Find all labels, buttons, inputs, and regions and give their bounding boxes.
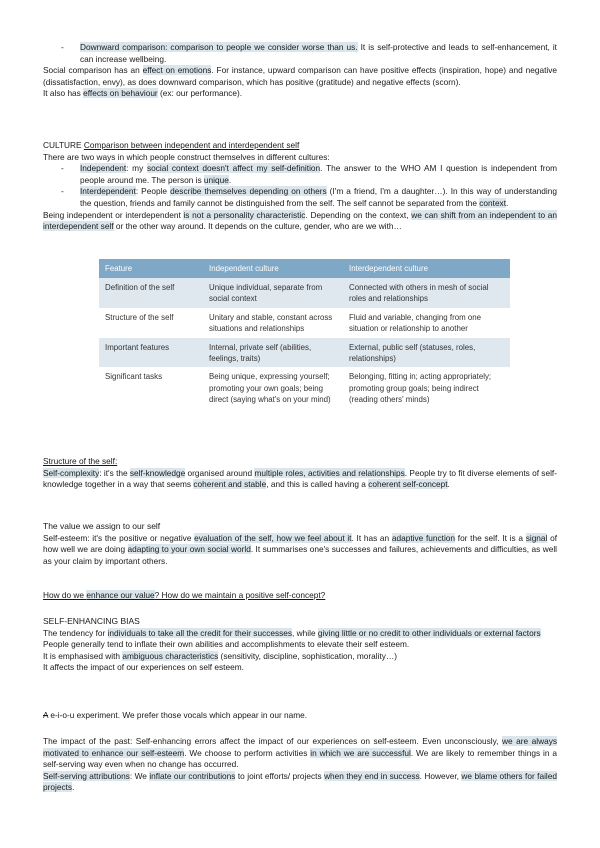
text: : my bbox=[126, 163, 147, 174]
text: , and this is called having a bbox=[266, 479, 369, 490]
highlight: self-knowledge bbox=[129, 467, 186, 478]
inflate-paragraph: People generally tend to inflate their own abilities and accomplishments to elevate their self esteem. bbox=[43, 639, 410, 650]
highlight: describe themselves depending on others bbox=[170, 186, 327, 197]
table-row bbox=[99, 278, 510, 308]
bullet-independent: - Independent: my social context doesn't affect my self-definition. The answer to the WHO AM I question is independent from people around me. The person is unique. bbox=[61, 163, 557, 185]
self-esteem-paragraph bbox=[43, 533, 557, 568]
text: . bbox=[228, 174, 232, 185]
text: , while bbox=[292, 627, 318, 638]
highlight: social context doesn't affect my self-definition bbox=[146, 163, 321, 174]
table-cell: Unique individual, separate from social context bbox=[203, 278, 343, 308]
highlight: inflate our contributions bbox=[149, 770, 236, 781]
bias-heading: SELF-ENHANCING BIAS bbox=[43, 616, 140, 626]
ambiguous-paragraph bbox=[43, 651, 557, 663]
highlight: coherent and stable bbox=[193, 479, 267, 490]
text: . People try to fit diverse elements of self-knowledge together in a way that seems bbox=[43, 467, 557, 490]
highlight: we blame others for failed projects bbox=[43, 770, 557, 793]
text: . We choose to perform activities bbox=[184, 747, 311, 758]
table-cell: External, public self (statuses, roles, relationships) bbox=[343, 338, 510, 368]
text: It is emphasised with bbox=[43, 650, 123, 661]
structure-heading: Structure of the self: bbox=[43, 456, 118, 466]
culture-section bbox=[43, 140, 557, 233]
bias-section bbox=[43, 616, 557, 674]
table-row bbox=[99, 338, 510, 368]
text: or the other way around. It depends on the culture, gender, who are we with… bbox=[113, 221, 402, 232]
text: . It has an bbox=[351, 532, 392, 543]
bullet-interdependent: - Interdependent: People describe themselves depending on others (I'm a friend, I'm a daughter…). In this way of understanding the question, friends and family cannot be distinguished from the self. The self cannot be separated from the context. bbox=[61, 186, 557, 208]
table-cell: Important features bbox=[99, 338, 203, 368]
social-comparison-paragraph bbox=[43, 65, 557, 88]
highlight: signal bbox=[525, 532, 548, 543]
text: CULTURE bbox=[43, 140, 84, 150]
highlight: we are always motivated to enhance our self-esteem bbox=[43, 736, 557, 758]
structure-section bbox=[43, 456, 557, 491]
table-cell: Structure of the self bbox=[99, 308, 203, 338]
text: . bbox=[506, 197, 509, 208]
table-header: Independent culture bbox=[203, 259, 343, 278]
past-section bbox=[43, 736, 557, 794]
experiment-paragraph bbox=[43, 710, 557, 722]
culture-comparison-table bbox=[99, 259, 510, 409]
text: : People bbox=[135, 186, 171, 197]
highlight: effects on behaviour bbox=[83, 88, 158, 99]
past-paragraph bbox=[43, 736, 557, 771]
highlight: Independent bbox=[80, 163, 127, 174]
highlight: unique bbox=[203, 174, 229, 185]
text: to joint efforts/ projects bbox=[235, 770, 325, 781]
culture-heading bbox=[43, 140, 557, 152]
highlight: adapting to your own social world bbox=[127, 544, 251, 555]
highlight: effect on emotions bbox=[142, 65, 212, 76]
text: . bbox=[447, 479, 450, 490]
table-cell: Fluid and variable, changing from one situation or relationship to another bbox=[343, 308, 510, 338]
highlight: evaluation of the self bbox=[194, 532, 272, 543]
impact-paragraph: It affects the impact of our experiences on self esteem. bbox=[43, 662, 244, 673]
text: It is self-protective and leads to self-enhancement, it can increase wellbeing. bbox=[80, 42, 557, 64]
table-cell: Definition of the self bbox=[99, 278, 203, 308]
text: The impact of the past: Self-enhancing errors affect the impact of our experiences on self-esteem. Even unconsciously, bbox=[43, 736, 502, 746]
text: It also has bbox=[43, 88, 84, 99]
culture-heading-link: Comparison between independent and interdependent self bbox=[83, 140, 300, 150]
intro-section bbox=[43, 42, 557, 100]
highlight: giving little or no credit to other individuals or external factors bbox=[317, 627, 541, 638]
text: e-i-o-u experiment. We prefer those vocals which appear in our name. bbox=[48, 710, 308, 720]
text: for the self. It is a bbox=[455, 532, 526, 543]
text: . For instance, upward comparison can have positive effects (inspiration, hope) and negative (dissatisfaction, envy), as does downward comparison, which has positive (gratitude) and negative effects (scorn). bbox=[43, 65, 557, 87]
text: (sensitivity, discipline, sophistication, morality…) bbox=[218, 650, 397, 661]
table-cell: Unitary and stable, constant across situations and relationships bbox=[203, 308, 343, 338]
table-cell: Being unique, expressing yourself; promoting your own goals; being direct (saying what's on your mind) bbox=[203, 367, 343, 408]
highlight: context bbox=[479, 197, 507, 208]
text: . bbox=[72, 782, 75, 793]
table-cell: Connected with others in mesh of social roles and relationships bbox=[343, 278, 510, 308]
structure-paragraph bbox=[43, 468, 557, 491]
value-section bbox=[43, 521, 557, 567]
highlight: in which we are successful bbox=[310, 747, 411, 758]
text: . We are likely to remember things in a self-serving way even when no change has occurred. bbox=[43, 747, 557, 770]
bullet-downward-comparison: - Downward comparison: comparison to people we consider worse than us. It is self-protective and leads to self-enhancement, it can increase wellbeing. bbox=[61, 42, 557, 64]
highlight: we can shift from an independent to an interdependent self bbox=[43, 209, 558, 232]
shift-paragraph bbox=[43, 210, 557, 233]
highlight: is not a personality characteristic bbox=[183, 209, 306, 220]
text: . The answer to the WHO AM I question is independent from people around me. The person is bbox=[80, 163, 557, 185]
table-cell: Significant tasks bbox=[99, 367, 203, 408]
text: : We bbox=[129, 770, 150, 781]
text: Being independent or interdependent bbox=[43, 209, 184, 220]
highlight: Self-serving attributions bbox=[43, 770, 130, 781]
highlight: Downward comparison: comparison to people we consider worse than us. bbox=[80, 42, 358, 52]
text: . However, bbox=[419, 770, 462, 781]
highlight: , how we feel about it bbox=[271, 532, 352, 543]
highlight: ambiguous characteristics bbox=[122, 650, 219, 661]
highlight: Interdependent bbox=[80, 186, 136, 197]
text: organised around bbox=[185, 467, 255, 478]
table-cell: Belonging, fitting in; acting appropriately; promoting group goals; being indirect (reading others' minds) bbox=[343, 367, 510, 408]
highlight: coherent self-concept bbox=[368, 479, 448, 490]
text: . Depending on the context, bbox=[305, 209, 412, 220]
text: ? How do we maintain a positive self-concept? bbox=[154, 590, 326, 600]
text: Self-esteem: it's the positive or negative bbox=[43, 532, 195, 543]
highlight: when they end in success bbox=[324, 770, 420, 781]
behaviour-paragraph bbox=[43, 88, 557, 100]
table-cell: Internal, private self (abilities, feelings, traits) bbox=[203, 338, 343, 368]
text: The tendency for bbox=[43, 627, 108, 638]
table-header: Feature bbox=[99, 259, 203, 278]
highlight: Self-complexity bbox=[43, 467, 100, 478]
text: (I'm a friend, I'm a daughter…). In this way of understanding the question, friends and family cannot be distinguished from the self. The self cannot be separated from the bbox=[80, 186, 557, 208]
highlight: enhance our value bbox=[86, 590, 155, 600]
text: : it's the bbox=[99, 467, 130, 478]
value-heading: The value we assign to our self bbox=[43, 521, 161, 531]
table-header: Interdependent culture bbox=[343, 259, 510, 278]
question-section bbox=[43, 590, 557, 602]
experiment-section bbox=[43, 710, 557, 722]
text: . It summarises one's successes and failures, achievements and difficulties, as well as your claim by important others. bbox=[43, 544, 558, 566]
highlight: adaptive function bbox=[391, 532, 456, 543]
table-header-row bbox=[99, 259, 510, 278]
text: of how well we are doing bbox=[43, 532, 558, 555]
text: Social comparison has an bbox=[43, 65, 143, 76]
text: (ex: our performance). bbox=[157, 88, 243, 99]
highlight: individuals to take all the credit for their successes bbox=[107, 627, 293, 638]
highlight: multiple roles, activities and relationships bbox=[254, 467, 405, 478]
text: A bbox=[43, 710, 49, 720]
table-row bbox=[99, 308, 510, 338]
tendency-paragraph bbox=[43, 628, 557, 640]
culture-intro: There are two ways in which people construct themselves in different cultures: bbox=[43, 151, 330, 162]
question-heading bbox=[43, 590, 557, 602]
attributions-paragraph bbox=[43, 771, 557, 794]
text: How do we bbox=[43, 590, 87, 600]
table-row bbox=[99, 367, 510, 408]
